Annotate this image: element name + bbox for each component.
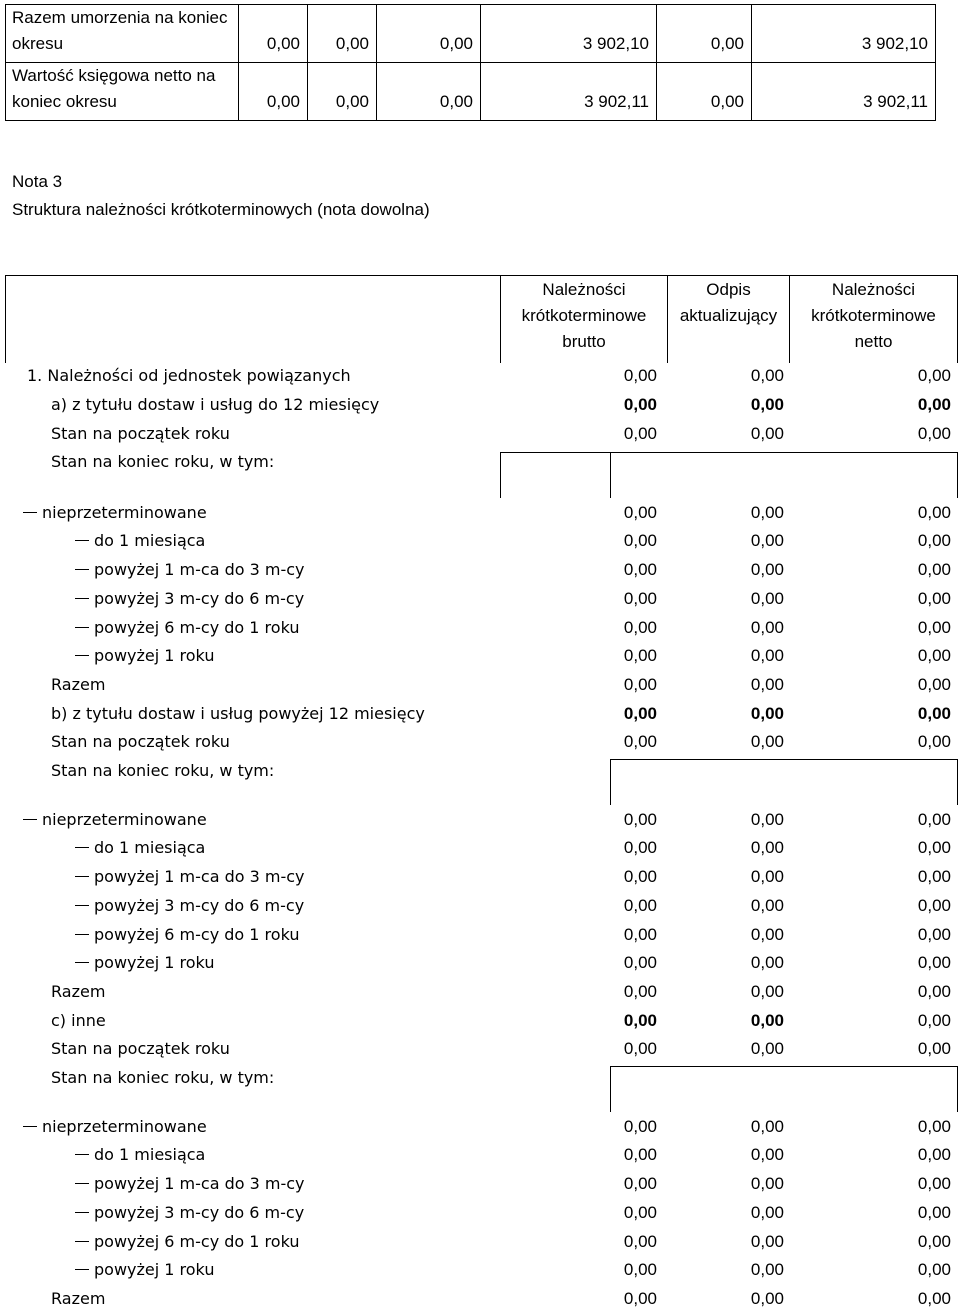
value-gross: 0,00 <box>623 1039 657 1058</box>
value-gross: 0,00 <box>623 589 657 608</box>
value-gross: 0,00 <box>623 424 657 443</box>
aging-bucket-row <box>5 833 958 862</box>
value-write-down: 0,00 <box>750 867 784 886</box>
row-label-text: powyżej 1 roku <box>94 1260 215 1279</box>
row-label-text: powyżej 6 m-cy do 1 roku <box>94 618 300 637</box>
value-net: 0,00 <box>917 1203 951 1222</box>
cell-value: 0,00 <box>239 5 308 63</box>
dash-icon <box>75 1269 89 1270</box>
row-label-text: powyżej 6 m-cy do 1 roku <box>94 925 300 944</box>
value-net: 0,00 <box>917 1117 951 1136</box>
row-label-text: do 1 miesiąca <box>94 838 206 857</box>
value-net: 0,00 <box>917 1011 951 1030</box>
value-write-down: 0,00 <box>750 589 784 608</box>
row-label <box>51 419 230 448</box>
row-label <box>51 1034 230 1063</box>
aging-bucket-row <box>5 1140 958 1169</box>
row-label-text: nieprzeterminowane <box>42 503 207 522</box>
header-gross: Należności krótkoterminowe brutto <box>521 280 647 351</box>
row-label-text: Razem <box>51 675 106 694</box>
row-label <box>75 641 214 670</box>
value-net: 0,00 <box>917 366 951 385</box>
value-write-down: 0,00 <box>750 1232 784 1251</box>
value-gross: 0,00 <box>623 366 657 385</box>
row-label-text: Stan na koniec roku, w tym: <box>51 452 275 471</box>
value-write-down: 0,00 <box>750 646 784 665</box>
value-gross: 0,00 <box>623 732 657 751</box>
value-net: 0,00 <box>917 838 951 857</box>
aging-bucket-row <box>5 641 958 670</box>
value-net: 0,00 <box>917 1289 951 1308</box>
cell-value: 3 902,11 <box>752 63 936 121</box>
value-gross: 0,00 <box>623 1011 657 1030</box>
value-net: 0,00 <box>917 1174 951 1193</box>
aging-bucket-row <box>5 948 958 977</box>
row-label <box>75 1140 205 1169</box>
table-border-left <box>5 275 6 363</box>
row-label-text: Stan na początek roku <box>51 1039 230 1058</box>
value-net: 0,00 <box>917 503 951 522</box>
row-label-text: powyżej 1 roku <box>94 646 215 665</box>
cell-value: 3 902,11 <box>481 63 657 121</box>
row-label <box>23 498 207 527</box>
dash-icon <box>75 934 89 935</box>
value-gross: 0,00 <box>623 675 657 694</box>
value-write-down: 0,00 <box>750 395 784 414</box>
aging-bucket-row <box>5 526 958 555</box>
value-write-down: 0,00 <box>750 1203 784 1222</box>
aging-bucket-row <box>5 613 958 642</box>
row-label-text: nieprzeterminowane <box>42 1117 207 1136</box>
aging-bucket-row <box>5 862 958 891</box>
row-label <box>75 613 299 642</box>
value-gross: 0,00 <box>623 1203 657 1222</box>
dash-icon <box>23 512 37 513</box>
row-label-text: powyżej 1 m-ca do 3 m-cy <box>94 867 305 886</box>
row-label <box>51 727 230 756</box>
row-label <box>75 584 304 613</box>
value-net: 0,00 <box>917 675 951 694</box>
row-label <box>27 361 351 390</box>
overdue-row <box>5 498 958 527</box>
value-net: 0,00 <box>917 646 951 665</box>
row-label: Wartość księgowa netto na koniec okresu <box>6 63 239 121</box>
cell-value: 0,00 <box>377 63 481 121</box>
dash-icon <box>75 627 89 628</box>
nota-heading <box>12 168 432 224</box>
cell-value: 3 902,10 <box>752 5 936 63</box>
aging-bucket-row <box>5 1198 958 1227</box>
dash-icon <box>75 598 89 599</box>
receivables-structure-table <box>5 275 958 1315</box>
row-label <box>51 1063 274 1092</box>
table-row <box>5 670 958 699</box>
value-write-down: 0,00 <box>750 1011 784 1030</box>
cell-value: 0,00 <box>308 5 377 63</box>
aging-bucket-row <box>5 1227 958 1256</box>
value-write-down: 0,00 <box>750 896 784 915</box>
value-gross: 0,00 <box>623 503 657 522</box>
section-row <box>5 361 958 390</box>
value-write-down: 0,00 <box>750 1117 784 1136</box>
dash-icon <box>75 905 89 906</box>
value-gross: 0,00 <box>623 646 657 665</box>
value-net: 0,00 <box>917 982 951 1001</box>
subsection-row <box>5 390 958 419</box>
value-gross: 0,00 <box>623 704 657 723</box>
table-row <box>6 63 936 121</box>
dash-icon <box>75 847 89 848</box>
value-write-down: 0,00 <box>750 732 784 751</box>
value-write-down: 0,00 <box>750 982 784 1001</box>
value-gross: 0,00 <box>623 1289 657 1308</box>
row-label <box>23 1112 207 1141</box>
dash-icon <box>75 569 89 570</box>
nota-title: Struktura należności krótkoterminowych (nota dowolna) <box>12 200 430 219</box>
value-gross: 0,00 <box>623 953 657 972</box>
row-label-text: powyżej 6 m-cy do 1 roku <box>94 1232 300 1251</box>
value-gross: 0,00 <box>623 982 657 1001</box>
value-net: 0,00 <box>917 1232 951 1251</box>
table-row <box>5 977 958 1006</box>
fixed-assets-summary-table <box>5 4 936 121</box>
value-net: 0,00 <box>917 589 951 608</box>
header-write-down: Odpis aktualizujący <box>679 280 778 325</box>
aging-bucket-row <box>5 891 958 920</box>
value-net: 0,00 <box>917 810 951 829</box>
row-label-text: do 1 miesiąca <box>94 1145 206 1164</box>
row-label-text: Stan na koniec roku, w tym: <box>51 761 275 780</box>
row-label-text: nieprzeterminowane <box>42 810 207 829</box>
value-gross: 0,00 <box>623 395 657 414</box>
table-row <box>5 1063 958 1092</box>
value-net: 0,00 <box>917 896 951 915</box>
value-net: 0,00 <box>917 618 951 637</box>
value-gross: 0,00 <box>623 1260 657 1279</box>
cell-value: 3 902,10 <box>481 5 657 63</box>
row-label <box>51 1284 105 1313</box>
row-label-text: powyżej 1 m-ca do 3 m-cy <box>94 1174 305 1193</box>
value-write-down: 0,00 <box>750 1260 784 1279</box>
row-label: Razem umorzenia na koniec okresu <box>6 5 239 63</box>
value-gross: 0,00 <box>623 810 657 829</box>
row-label-text: powyżej 3 m-cy do 6 m-cy <box>94 589 305 608</box>
row-label <box>51 977 105 1006</box>
value-write-down: 0,00 <box>750 925 784 944</box>
row-label-text: b) z tytułu dostaw i usług powyżej 12 miesięcy <box>51 704 425 723</box>
header-net: Należności krótkoterminowe netto <box>811 280 936 351</box>
row-label-text: powyżej 3 m-cy do 6 m-cy <box>94 1203 305 1222</box>
table-row <box>5 447 958 476</box>
value-write-down: 0,00 <box>750 424 784 443</box>
value-gross: 0,00 <box>623 838 657 857</box>
table-border-right <box>957 275 958 363</box>
value-write-down: 0,00 <box>750 531 784 550</box>
value-gross: 0,00 <box>623 560 657 579</box>
dash-icon <box>75 962 89 963</box>
row-label <box>51 756 274 785</box>
table-row <box>5 727 958 756</box>
value-net: 0,00 <box>917 531 951 550</box>
value-gross: 0,00 <box>623 1232 657 1251</box>
dash-icon <box>23 1126 37 1127</box>
value-write-down: 0,00 <box>750 366 784 385</box>
dash-icon <box>75 1241 89 1242</box>
value-gross: 0,00 <box>623 1174 657 1193</box>
subsection-row <box>5 699 958 728</box>
aging-bucket-row <box>5 555 958 584</box>
cell-value: 0,00 <box>239 63 308 121</box>
row-label-text: Stan na koniec roku, w tym: <box>51 1068 275 1087</box>
dash-icon <box>23 819 37 820</box>
row-label <box>23 805 207 834</box>
aging-bucket-row <box>5 584 958 613</box>
row-label-text: Razem <box>51 982 106 1001</box>
value-write-down: 0,00 <box>750 1145 784 1164</box>
row-label <box>51 1006 106 1035</box>
table-row <box>5 1284 958 1313</box>
row-label <box>75 1227 299 1256</box>
dash-icon <box>75 876 89 877</box>
table-row <box>5 419 958 448</box>
value-write-down: 0,00 <box>750 704 784 723</box>
row-label <box>75 1255 214 1284</box>
value-net: 0,00 <box>917 560 951 579</box>
table-row <box>5 756 958 785</box>
value-write-down: 0,00 <box>750 560 784 579</box>
value-net: 0,00 <box>917 867 951 886</box>
value-gross: 0,00 <box>623 1117 657 1136</box>
row-label <box>75 862 305 891</box>
row-label <box>75 833 205 862</box>
row-label <box>51 390 379 419</box>
cell-value: 0,00 <box>657 63 752 121</box>
row-label <box>51 447 274 476</box>
value-net: 0,00 <box>917 925 951 944</box>
row-label <box>75 948 214 977</box>
subsection-row <box>5 1006 958 1035</box>
value-write-down: 0,00 <box>750 1039 784 1058</box>
value-write-down: 0,00 <box>750 1289 784 1308</box>
row-label-text: powyżej 1 roku <box>94 953 215 972</box>
row-label-text: a) z tytułu dostaw i usług do 12 miesięcy <box>51 395 380 414</box>
value-gross: 0,00 <box>623 867 657 886</box>
row-label-text: c) inne <box>51 1011 106 1030</box>
value-net: 0,00 <box>917 732 951 751</box>
aging-bucket-row <box>5 1169 958 1198</box>
value-gross: 0,00 <box>623 618 657 637</box>
row-label-text: 1. Należności od jednostek powiązanych <box>27 366 351 385</box>
row-label <box>75 555 305 584</box>
cell-value: 0,00 <box>377 5 481 63</box>
value-write-down: 0,00 <box>750 1174 784 1193</box>
value-net: 0,00 <box>917 704 951 723</box>
table-row <box>6 5 936 63</box>
value-net: 0,00 <box>917 1145 951 1164</box>
value-write-down: 0,00 <box>750 503 784 522</box>
dash-icon <box>75 1183 89 1184</box>
row-label-text: powyżej 1 m-ca do 3 m-cy <box>94 560 305 579</box>
overdue-row <box>5 805 958 834</box>
aging-bucket-row <box>5 920 958 949</box>
overdue-row <box>5 1112 958 1141</box>
row-label-text: powyżej 3 m-cy do 6 m-cy <box>94 896 305 915</box>
value-gross: 0,00 <box>623 1145 657 1164</box>
cell-value: 0,00 <box>657 5 752 63</box>
aging-bucket-row <box>5 1255 958 1284</box>
value-net: 0,00 <box>917 395 951 414</box>
row-label-text: Stan na początek roku <box>51 424 230 443</box>
value-gross: 0,00 <box>623 925 657 944</box>
row-label <box>51 670 105 699</box>
value-net: 0,00 <box>917 424 951 443</box>
value-net: 0,00 <box>917 1260 951 1279</box>
row-label <box>75 1198 304 1227</box>
nota-number: Nota 3 <box>12 172 63 191</box>
row-label <box>75 891 304 920</box>
value-write-down: 0,00 <box>750 838 784 857</box>
dash-icon <box>75 1212 89 1213</box>
value-net: 0,00 <box>917 953 951 972</box>
row-label-text: do 1 miesiąca <box>94 531 206 550</box>
value-gross: 0,00 <box>623 531 657 550</box>
row-label <box>51 699 425 728</box>
value-write-down: 0,00 <box>750 953 784 972</box>
value-gross: 0,00 <box>623 896 657 915</box>
dash-icon <box>75 655 89 656</box>
dash-icon <box>75 540 89 541</box>
value-write-down: 0,00 <box>750 618 784 637</box>
row-label <box>75 920 299 949</box>
value-write-down: 0,00 <box>750 675 784 694</box>
value-net: 0,00 <box>917 1039 951 1058</box>
value-write-down: 0,00 <box>750 810 784 829</box>
dash-icon <box>75 1154 89 1155</box>
table-row <box>5 1034 958 1063</box>
cell-value: 0,00 <box>308 63 377 121</box>
row-label <box>75 1169 305 1198</box>
row-label-text: Stan na początek roku <box>51 732 230 751</box>
row-label <box>75 526 205 555</box>
row-label-text: Razem <box>51 1289 106 1308</box>
